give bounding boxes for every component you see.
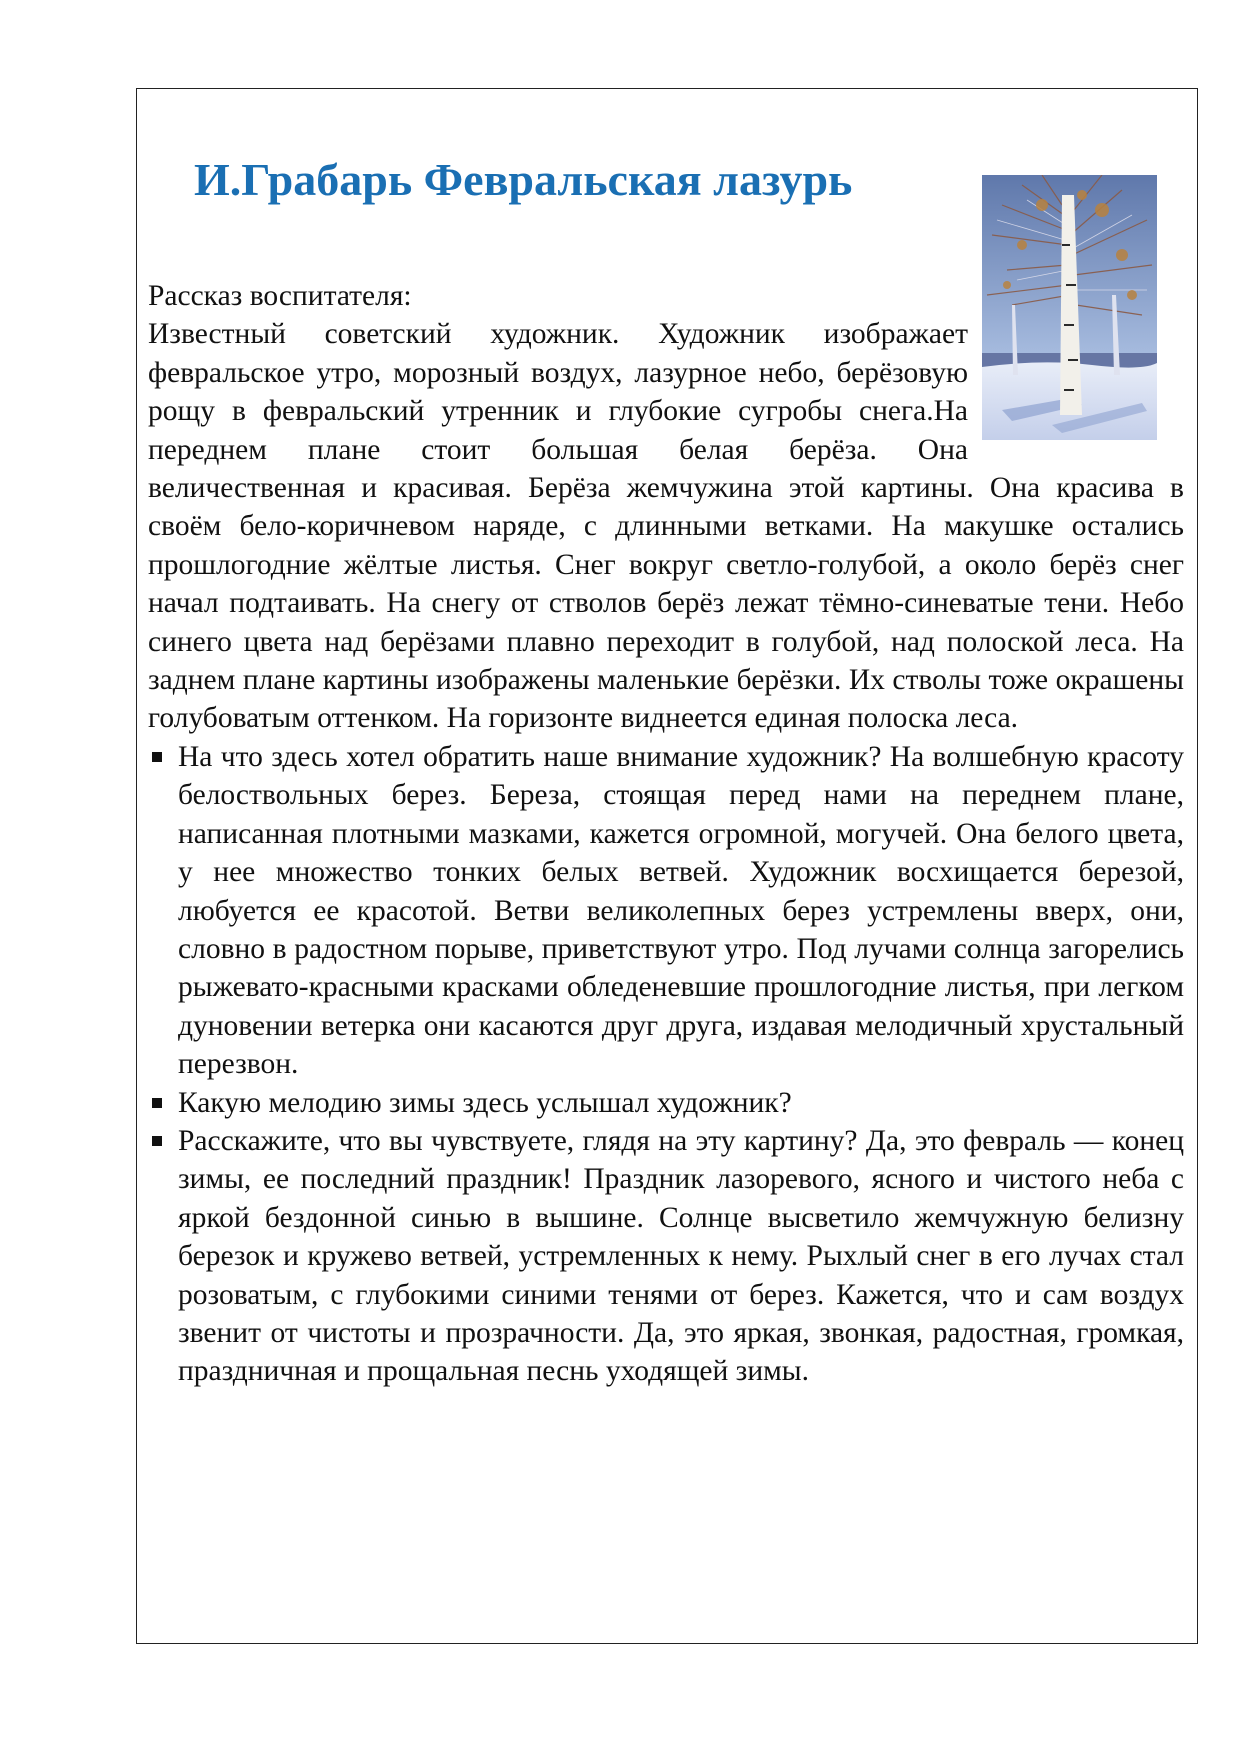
bullet-square-icon xyxy=(152,1136,162,1146)
intro-paragraph: Известный советский художник. Художник изображает февральское утро, морозный воздух, лазурное небо, берёзовую рощу в февральский утренник и глубокие сугробы снега.На переднем плане стоит большая белая берёза. Она величественная и красивая. Берёза жемчужина этой картины. Она красива в своём бело-коричневом наряде, с длинными ветками. На макушке остались прошлогодние жёлтые листья. Снег вокруг светло-голубой, а около берёз снег начал подтаивать. На снегу от стволов берёз лежат тёмно-синеватые тени. Небо синего цвета над берёзами плавно переходит в голубой, над полоской леса. На заднем плане картины изображены маленькие берёзки. Их стволы тоже окрашены голубоватым оттенком. На горизонте виднеется единая полоска леса. xyxy=(148,318,1184,735)
bullet-square-icon xyxy=(152,752,162,762)
list-item-text: Какую мелодию зимы здесь услышал художник? xyxy=(178,1086,792,1119)
intro-label: Рассказ воспитателя: xyxy=(148,280,412,312)
list-item-text: На что здесь хотел обратить наше внимание художник? На волшебную красоту белоствольных берез. Береза, стоящая перед нами на переднем плане, написанная плотными мазками, кажется огромной, могучей. Она белого цвета, у нее множество тонких белых ветвей. Художник восхищается березой, любуется ее красотой. Ветви великолепных берез устремлены вверх, они, словно в радостном порыве, приветствуют утро. Под лучами солнца загорелись рыжевато-красными красками обледеневшие прошлогодние листья, при легком дуновении ветерка они касаются друг друга, издавая мелодичный хрустальный перезвон. xyxy=(178,740,1184,1081)
list-item xyxy=(148,1084,1184,1122)
bullet-square-icon xyxy=(152,1098,162,1108)
list-item-text: Расскажите, что вы чувствуете, глядя на эту картину? Да, это февраль — конец зимы, ее последний праздник! Праздник лазоревого, ясного и чистого неба с яркой бездонной синью в вышине. Солнце высветило жемчужную белизну березок и кружево ветвей, устремленных к нему. Рыхлый снег в его лучах стал розоватым, с глубокими синими тенями от берез. Кажется, что и сам воздух звенит от чистоты и прозрачности. Да, это яркая, звонкая, радостная, громкая, праздничная и прощальная песнь уходящей зимы. xyxy=(178,1124,1184,1388)
article-body xyxy=(148,277,1184,1391)
page-title: И.Грабарь Февральская лазурь xyxy=(194,154,853,205)
list-item xyxy=(148,738,1184,1084)
list-item xyxy=(148,1122,1184,1391)
question-list xyxy=(148,738,1184,1391)
